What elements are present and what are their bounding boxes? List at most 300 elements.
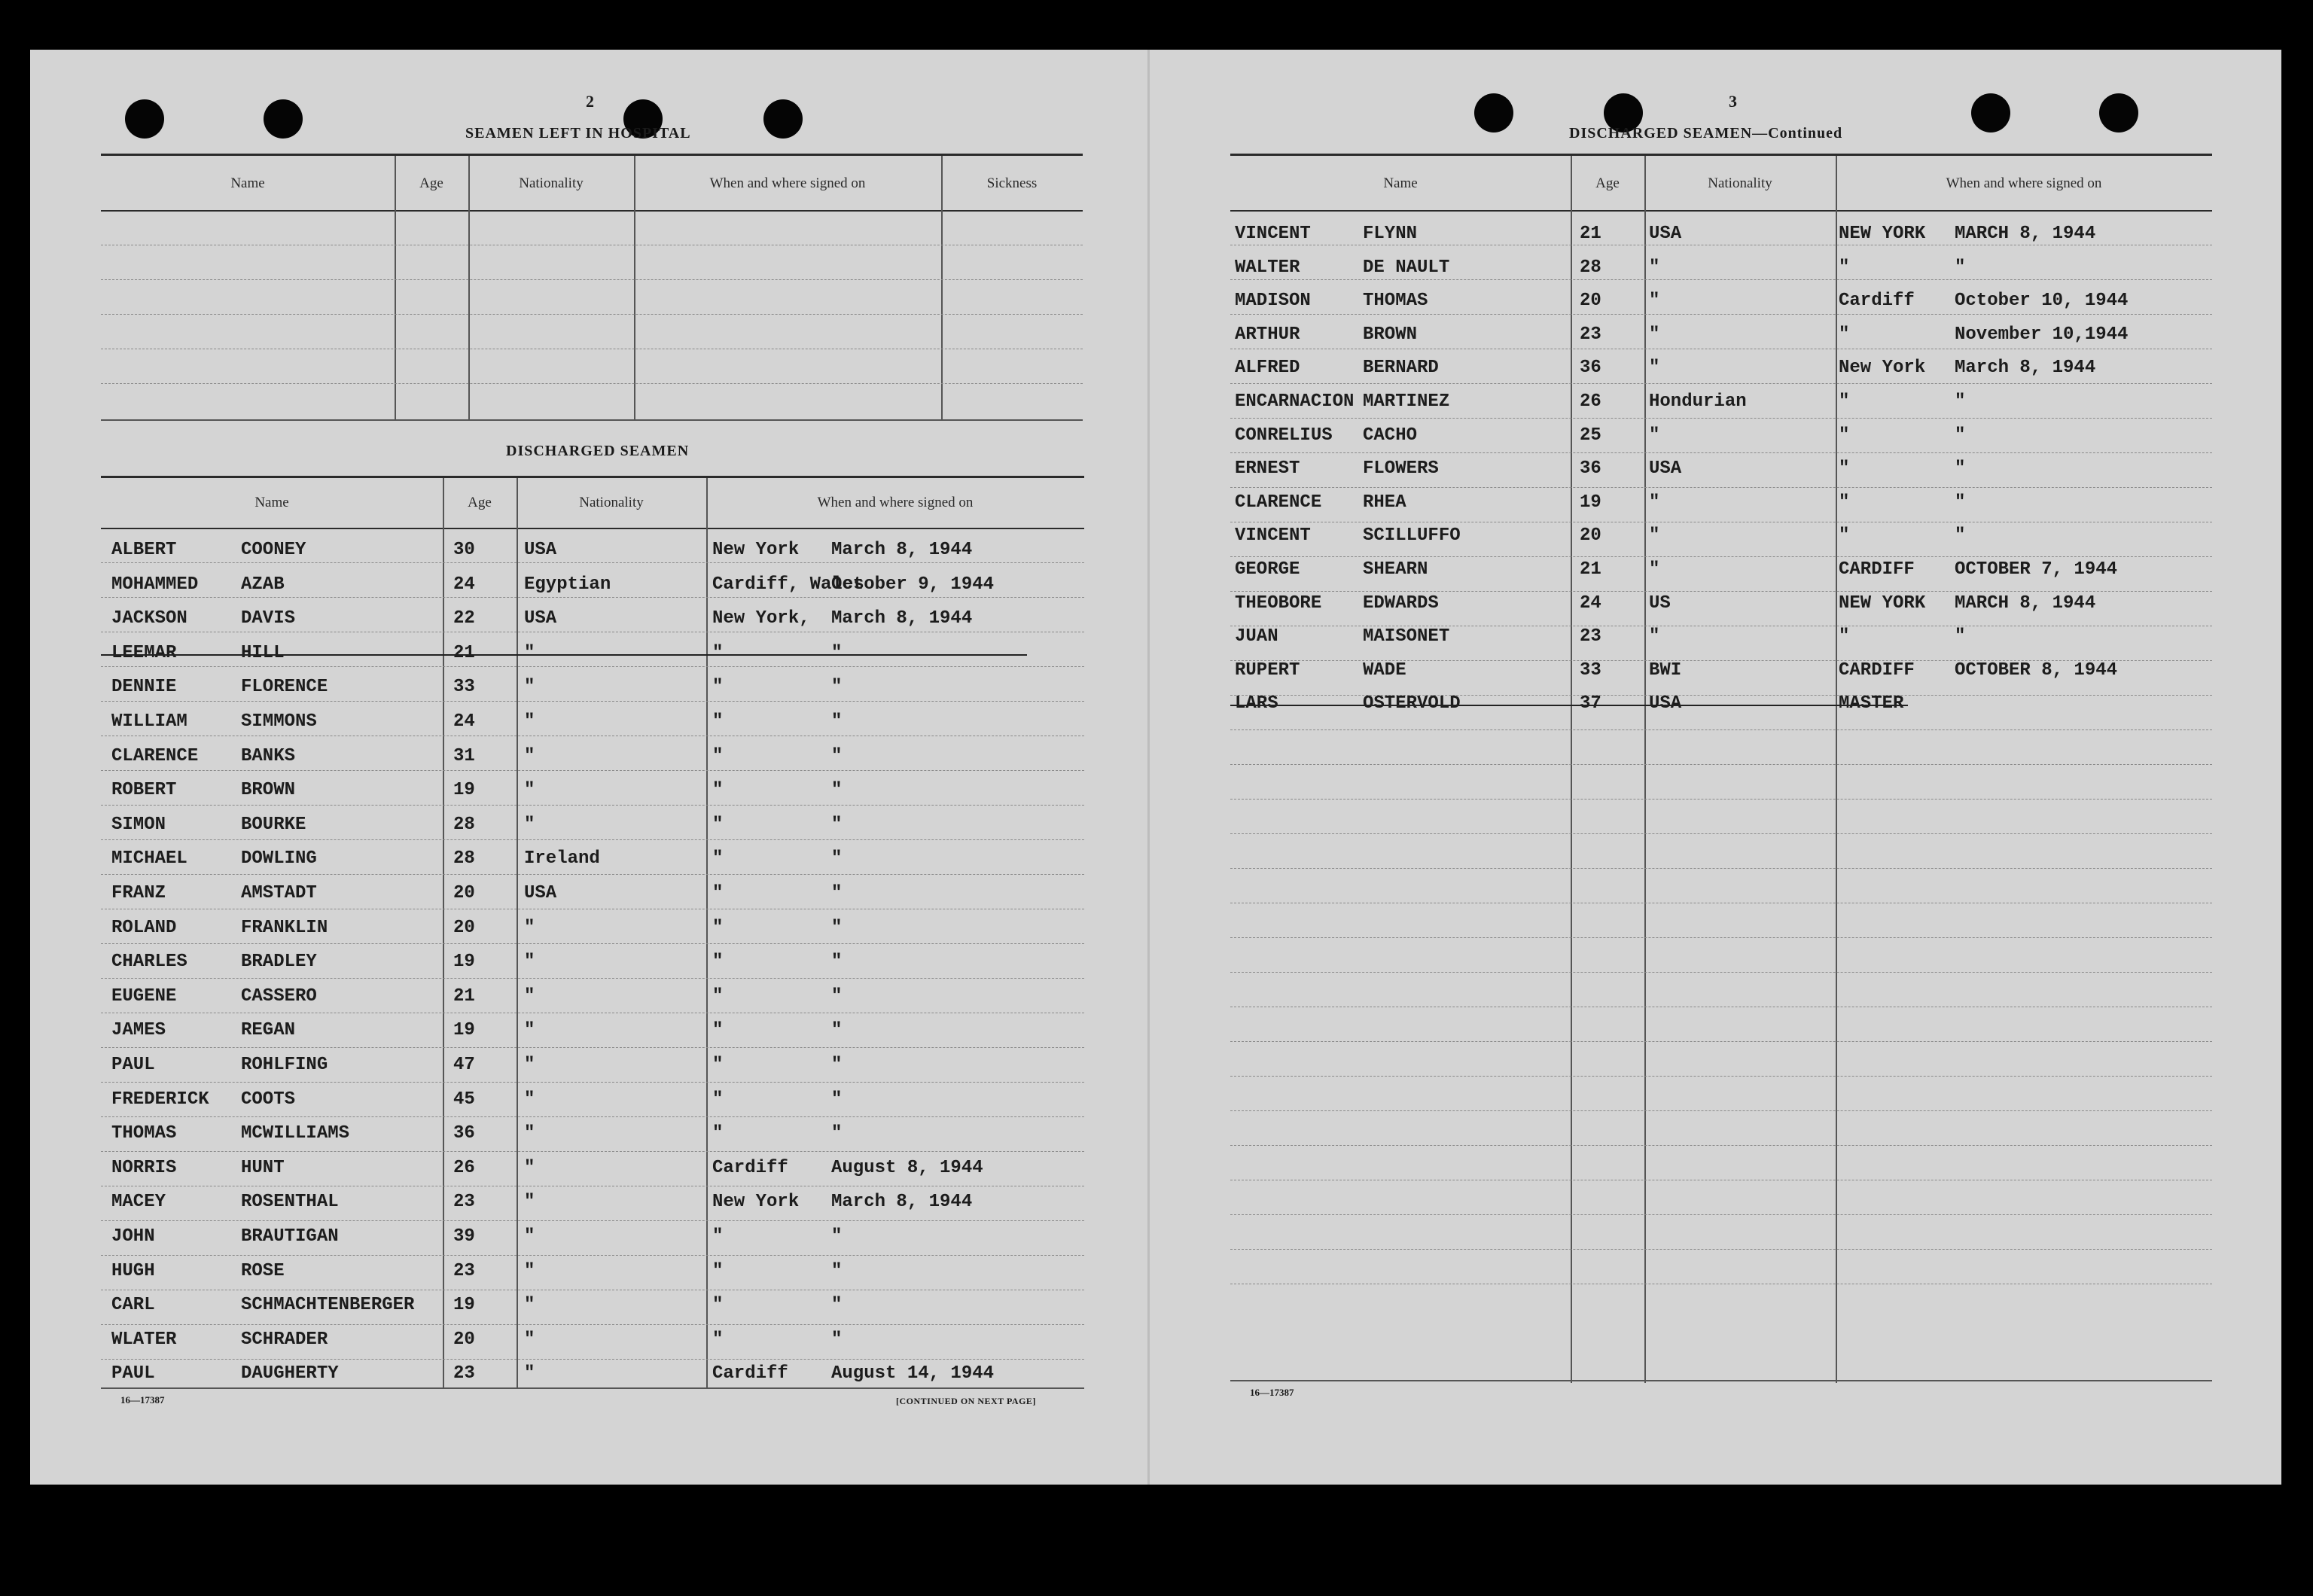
cell-signed-on-date: March 8, 1944	[1955, 358, 2096, 379]
cell-surname: BERNARD	[1363, 358, 1439, 379]
column-header: Age	[1595, 175, 1620, 191]
row-rule	[1230, 972, 2212, 973]
cell-signed-on-place: "	[712, 1123, 724, 1144]
row-rule	[1230, 1041, 2212, 1042]
cell-age: 21	[453, 642, 475, 663]
cell-surname: MARTINEZ	[1363, 391, 1450, 412]
cell-nationality: "	[524, 1123, 535, 1144]
continued-note: [CONTINUED ON NEXT PAGE]	[896, 1396, 1036, 1406]
cell-first-name: NORRIS	[111, 1157, 177, 1178]
cell-nationality: "	[524, 917, 535, 938]
cell-nationality: USA	[524, 540, 557, 560]
cell-signed-on-date: "	[1955, 257, 1966, 278]
cell-nationality: Ireland	[524, 848, 600, 870]
cell-signed-on-date: "	[1955, 425, 1966, 446]
row-rule	[101, 1116, 1084, 1117]
cell-first-name: RUPERT	[1235, 659, 1300, 681]
cell-signed-on-place: Cardiff, Wales	[712, 574, 864, 595]
cell-age: 30	[453, 540, 475, 560]
cell-first-name: ENCARNACION	[1235, 391, 1355, 412]
cell-signed-on-date: "	[831, 1329, 843, 1350]
cell-age: 37	[1580, 693, 1601, 714]
hospital-section-title: SEAMEN LEFT IN HOSPITAL	[465, 125, 691, 142]
cell-surname: BANKS	[241, 745, 296, 766]
cell-signed-on-date: "	[831, 677, 843, 698]
cell-nationality: "	[524, 814, 535, 835]
column-rule	[941, 156, 943, 421]
cell-signed-on-place: "	[1839, 626, 1850, 647]
cell-surname: SCILLUFFO	[1363, 525, 1461, 547]
punch-hole	[1474, 93, 1513, 132]
cell-signed-on-place: New York	[712, 1192, 800, 1213]
cell-surname: EDWARDS	[1363, 592, 1439, 614]
row-rule	[101, 770, 1084, 771]
row-rule	[1230, 556, 2212, 557]
page-number: 2	[586, 92, 594, 111]
cell-first-name: DENNIE	[111, 677, 177, 698]
cell-signed-on-place: "	[712, 1226, 724, 1247]
cell-signed-on-date: OCTOBER 7, 1944	[1955, 559, 2118, 580]
cell-signed-on-date: "	[831, 917, 843, 938]
cell-signed-on-place: New York	[712, 540, 800, 560]
column-header: When and where signed on	[1946, 175, 2102, 191]
column-header: Age	[468, 495, 492, 510]
cell-age: 33	[453, 677, 475, 698]
cell-first-name: SIMON	[111, 814, 166, 835]
cell-age: 20	[1580, 291, 1601, 312]
cell-age: 20	[453, 1329, 475, 1350]
cell-nationality: "	[524, 1226, 535, 1247]
cell-surname: DAUGHERTY	[241, 1363, 339, 1384]
cell-age: 23	[1580, 324, 1601, 345]
cell-signed-on-place: "	[712, 1089, 724, 1110]
cell-nationality: "	[1649, 291, 1660, 312]
cell-signed-on-date: March 8, 1944	[831, 1192, 973, 1213]
row-rule	[101, 666, 1084, 667]
cell-first-name: THEOBORE	[1235, 592, 1322, 614]
cell-signed-on-date: "	[831, 985, 843, 1007]
column-rule	[443, 478, 444, 1389]
discharged-seamen-continued-table	[1230, 154, 2212, 1383]
cell-nationality: "	[524, 1089, 535, 1110]
row-rule	[101, 1151, 1084, 1152]
cell-surname: FLYNN	[1363, 224, 1418, 244]
cell-first-name: CHARLES	[111, 952, 187, 973]
row-rule	[1230, 1145, 2212, 1146]
row-rule	[101, 383, 1083, 384]
cell-signed-on-place: "	[712, 883, 724, 903]
cell-surname: SCHMACHTENBERGER	[241, 1295, 415, 1316]
discharged-continued-title: DISCHARGED SEAMEN—Continued	[1569, 125, 1843, 142]
cell-signed-on-date: October 10, 1944	[1955, 291, 2129, 312]
cell-age: 23	[453, 1192, 475, 1213]
header-rule	[101, 528, 1084, 529]
cell-surname: MAISONET	[1363, 626, 1450, 647]
cell-first-name: CLARENCE	[1235, 492, 1322, 513]
row-rule	[1230, 1249, 2212, 1250]
cell-nationality: USA	[1649, 693, 1682, 714]
cell-nationality: "	[524, 1295, 535, 1316]
cell-signed-on-date: March 8, 1944	[831, 608, 973, 629]
cell-nationality: "	[524, 985, 535, 1007]
cell-nationality: "	[1649, 257, 1660, 278]
cell-first-name: PAUL	[111, 1055, 155, 1075]
cell-signed-on-place: "	[1839, 257, 1850, 278]
row-rule	[1230, 418, 2212, 419]
column-header: Age	[419, 175, 443, 191]
cell-signed-on-place: "	[1839, 391, 1850, 412]
cell-first-name: LARS	[1235, 693, 1278, 714]
cell-surname: ROSENTHAL	[241, 1192, 339, 1213]
row-rule	[1230, 1214, 2212, 1215]
cell-signed-on-date: "	[831, 711, 843, 732]
cell-surname: FRANKLIN	[241, 917, 328, 938]
row-rule	[101, 1255, 1084, 1256]
cell-signed-on-date: "	[831, 952, 843, 973]
cell-nationality: "	[524, 1329, 535, 1350]
column-header: Name	[254, 495, 289, 510]
cell-surname: CACHO	[1363, 425, 1418, 446]
cell-nationality: "	[1649, 324, 1660, 345]
cell-surname: FLOWERS	[1363, 458, 1439, 480]
cell-nationality: "	[524, 1363, 535, 1384]
column-rule	[1571, 156, 1572, 1383]
cell-nationality: "	[1649, 358, 1660, 379]
cell-surname: SCHRADER	[241, 1329, 328, 1350]
cell-surname: THOMAS	[1363, 291, 1428, 312]
cell-surname: REGAN	[241, 1020, 296, 1041]
cell-signed-on-place: "	[712, 814, 724, 835]
cell-signed-on-place: "	[712, 780, 724, 801]
row-rule	[101, 562, 1084, 563]
row-rule	[101, 978, 1084, 979]
cell-first-name: ROLAND	[111, 917, 177, 938]
cell-surname: RHEA	[1363, 492, 1406, 513]
column-header: Nationality	[519, 175, 584, 191]
column-rule	[468, 156, 470, 421]
cell-age: 26	[1580, 391, 1601, 412]
cell-age: 45	[453, 1089, 475, 1110]
cell-age: 19	[1580, 492, 1601, 513]
punch-hole	[1971, 93, 2010, 132]
column-rule	[634, 156, 635, 421]
cell-surname: BROWN	[1363, 324, 1418, 345]
cell-first-name: PAUL	[111, 1363, 155, 1384]
row-rule	[1230, 452, 2212, 453]
cell-first-name: VINCENT	[1235, 224, 1311, 244]
column-rule	[706, 478, 708, 1389]
cell-age: 25	[1580, 425, 1601, 446]
cell-surname: CASSERO	[241, 985, 317, 1007]
cell-age: 28	[1580, 257, 1601, 278]
cell-age: 20	[1580, 525, 1601, 547]
cell-signed-on-place: "	[712, 1260, 724, 1281]
cell-age: 19	[453, 780, 475, 801]
cell-signed-on-place: CARDIFF	[1839, 659, 1915, 681]
cell-signed-on-date: August 14, 1944	[831, 1363, 995, 1384]
cell-signed-on-date: "	[1955, 391, 1966, 412]
cell-age: 19	[453, 1020, 475, 1041]
cell-age: 33	[1580, 659, 1601, 681]
cell-surname: COONEY	[241, 540, 306, 560]
cell-signed-on-date: "	[831, 1055, 843, 1075]
cell-signed-on-date: "	[1955, 626, 1966, 647]
cell-nationality: Egyptian	[524, 574, 611, 595]
cell-first-name: WLATER	[111, 1329, 177, 1350]
cell-surname: OSTERVOLD	[1363, 693, 1461, 714]
cell-age: 24	[1580, 592, 1601, 614]
row-rule	[101, 1220, 1084, 1221]
cell-first-name: JUAN	[1235, 626, 1278, 647]
cell-age: 36	[453, 1123, 475, 1144]
row-rule	[101, 943, 1084, 944]
row-rule	[1230, 833, 2212, 834]
row-rule	[1230, 868, 2212, 869]
cell-signed-on-place: "	[712, 1295, 724, 1316]
cell-signed-on-place: "	[1839, 458, 1850, 480]
cell-surname: AZAB	[241, 574, 285, 595]
cell-first-name: WALTER	[1235, 257, 1300, 278]
row-rule	[101, 1359, 1084, 1360]
cell-first-name: WILLIAM	[111, 711, 187, 732]
cell-signed-on-date: "	[831, 1226, 843, 1247]
cell-signed-on-place: MASTER	[1839, 693, 1904, 714]
punch-hole	[264, 99, 303, 139]
cell-surname: SHEARN	[1363, 559, 1428, 580]
bottom-rule	[101, 1387, 1084, 1389]
row-rule	[101, 874, 1084, 875]
row-rule	[101, 597, 1084, 598]
cell-nationality: "	[524, 952, 535, 973]
page-fold	[1147, 50, 1150, 1485]
cell-age: 19	[453, 952, 475, 973]
cell-nationality: "	[524, 1192, 535, 1213]
cell-first-name: MADISON	[1235, 291, 1311, 312]
cell-age: 36	[1580, 458, 1601, 480]
row-rule	[1230, 279, 2212, 280]
row-rule	[101, 701, 1084, 702]
discharged-seamen-table	[101, 476, 1084, 1389]
cell-nationality: "	[524, 642, 535, 663]
cell-surname: ROSE	[241, 1260, 285, 1281]
cell-surname: DAVIS	[241, 608, 296, 629]
form-number: 16—17387	[1250, 1387, 1294, 1398]
cell-first-name: JAMES	[111, 1020, 166, 1041]
cell-surname: BOURKE	[241, 814, 306, 835]
header-rule	[1230, 210, 2212, 212]
cell-signed-on-place: "	[1839, 324, 1850, 345]
cell-age: 28	[453, 814, 475, 835]
cell-signed-on-place: CARDIFF	[1839, 559, 1915, 580]
cell-signed-on-date: October 9, 1944	[831, 574, 995, 595]
cell-signed-on-place: NEW YORK	[1839, 592, 1926, 614]
cell-nationality: "	[524, 711, 535, 732]
cell-nationality: USA	[1649, 224, 1682, 244]
row-rule	[101, 279, 1083, 280]
cell-first-name: CARL	[111, 1295, 155, 1316]
column-header: When and where signed on	[709, 175, 866, 191]
cell-surname: MCWILLIAMS	[241, 1123, 350, 1144]
cell-age: 23	[453, 1260, 475, 1281]
cell-signed-on-date: "	[831, 883, 843, 903]
cell-surname: AMSTADT	[241, 883, 317, 903]
cell-nationality: "	[1649, 626, 1660, 647]
cell-signed-on-date: "	[1955, 492, 1966, 513]
cell-signed-on-date: "	[1955, 525, 1966, 547]
cell-surname: BRADLEY	[241, 952, 317, 973]
cell-signed-on-place: "	[1839, 525, 1850, 547]
cell-surname: DOWLING	[241, 848, 317, 870]
cell-nationality: USA	[524, 883, 557, 903]
cell-signed-on-date: "	[831, 1020, 843, 1041]
cell-nationality: Hondurian	[1649, 391, 1747, 412]
cell-age: 21	[1580, 224, 1601, 244]
form-number: 16—17387	[120, 1394, 165, 1406]
cell-first-name: ROBERT	[111, 780, 177, 801]
column-header: When and where signed on	[817, 495, 974, 510]
cell-signed-on-place: "	[712, 917, 724, 938]
cell-first-name: CONRELIUS	[1235, 425, 1333, 446]
cell-nationality: "	[524, 1157, 535, 1178]
cell-first-name: ARTHUR	[1235, 324, 1300, 345]
cell-first-name: MACEY	[111, 1192, 166, 1213]
cell-signed-on-date: March 8, 1944	[831, 540, 973, 560]
cell-surname: WADE	[1363, 659, 1406, 681]
cell-first-name: VINCENT	[1235, 525, 1311, 547]
cell-signed-on-place: Cardiff	[712, 1157, 788, 1178]
cell-first-name: ALFRED	[1235, 358, 1300, 379]
cell-nationality: "	[1649, 492, 1660, 513]
cell-nationality: USA	[1649, 458, 1682, 480]
cell-nationality: "	[524, 677, 535, 698]
cell-first-name: ERNEST	[1235, 458, 1300, 480]
cell-nationality: "	[524, 1055, 535, 1075]
cell-first-name: FRANZ	[111, 883, 166, 903]
row-rule	[1230, 314, 2212, 315]
hospital-table	[101, 154, 1083, 421]
cell-age: 21	[453, 985, 475, 1007]
row-rule	[101, 805, 1084, 806]
cell-nationality: "	[524, 1260, 535, 1281]
cell-signed-on-place: New York	[1839, 358, 1926, 379]
page-number: 3	[1729, 92, 1737, 111]
punch-hole	[125, 99, 164, 139]
row-rule	[1230, 1076, 2212, 1077]
header-rule	[101, 210, 1083, 212]
cell-first-name: MOHAMMED	[111, 574, 199, 595]
cell-surname: DE NAULT	[1363, 257, 1450, 278]
cell-first-name: CLARENCE	[111, 745, 199, 766]
cell-surname: HILL	[241, 642, 285, 663]
cell-signed-on-place: New York,	[712, 608, 810, 629]
cell-signed-on-place: "	[712, 711, 724, 732]
cell-surname: BROWN	[241, 780, 296, 801]
row-rule	[101, 314, 1083, 315]
cell-surname: BRAUTIGAN	[241, 1226, 339, 1247]
cell-first-name: FREDERICK	[111, 1089, 209, 1110]
column-header: Name	[1383, 175, 1418, 191]
bottom-rule	[1230, 1380, 2212, 1381]
cell-first-name: HUGH	[111, 1260, 155, 1281]
row-rule	[1230, 591, 2212, 592]
row-rule	[1230, 383, 2212, 384]
bottom-rule	[101, 419, 1083, 421]
cell-first-name: JACKSON	[111, 608, 187, 629]
row-rule	[1230, 487, 2212, 488]
cell-signed-on-place: "	[712, 985, 724, 1007]
cell-signed-on-place: Cardiff	[712, 1363, 788, 1384]
column-header: Name	[230, 175, 265, 191]
punch-hole	[763, 99, 803, 139]
strikethrough	[101, 654, 1027, 656]
cell-signed-on-place: "	[712, 677, 724, 698]
row-rule	[101, 1082, 1084, 1083]
cell-first-name: GEORGE	[1235, 559, 1300, 580]
cell-first-name: ALBERT	[111, 540, 177, 560]
column-header: Nationality	[1708, 175, 1772, 191]
cell-signed-on-place: "	[712, 642, 724, 663]
row-rule	[101, 1047, 1084, 1048]
cell-signed-on-date: MARCH 8, 1944	[1955, 224, 2096, 244]
row-rule	[1230, 799, 2212, 800]
cell-age: 39	[453, 1226, 475, 1247]
cell-first-name: JOHN	[111, 1226, 155, 1247]
cell-age: 22	[453, 608, 475, 629]
cell-signed-on-place: "	[712, 1055, 724, 1075]
discharged-section-title: DISCHARGED SEAMEN	[506, 443, 690, 459]
cell-age: 21	[1580, 559, 1601, 580]
cell-signed-on-date: August 8, 1944	[831, 1157, 983, 1178]
column-rule	[1644, 156, 1646, 1383]
cell-age: 47	[453, 1055, 475, 1075]
cell-age: 23	[1580, 626, 1601, 647]
cell-surname: SIMMONS	[241, 711, 317, 732]
cell-signed-on-date: "	[831, 1260, 843, 1281]
cell-nationality: "	[524, 745, 535, 766]
cell-first-name: MICHAEL	[111, 848, 187, 870]
cell-signed-on-date: "	[831, 848, 843, 870]
cell-signed-on-date: "	[831, 1123, 843, 1144]
cell-age: 24	[453, 711, 475, 732]
cell-nationality: "	[524, 1020, 535, 1041]
punch-hole	[2099, 93, 2138, 132]
cell-signed-on-date: "	[831, 642, 843, 663]
cell-nationality: US	[1649, 592, 1671, 614]
cell-signed-on-place: "	[712, 745, 724, 766]
cell-signed-on-date: "	[831, 745, 843, 766]
cell-signed-on-date: "	[831, 780, 843, 801]
cell-signed-on-date: "	[831, 1295, 843, 1316]
cell-nationality: USA	[524, 608, 557, 629]
row-rule	[1230, 764, 2212, 765]
cell-signed-on-place: Cardiff	[1839, 291, 1915, 312]
cell-nationality: "	[1649, 425, 1660, 446]
column-header: Nationality	[579, 495, 644, 510]
cell-signed-on-place: "	[712, 1020, 724, 1041]
cell-surname: COOTS	[241, 1089, 296, 1110]
cell-signed-on-place: "	[1839, 425, 1850, 446]
cell-nationality: "	[524, 780, 535, 801]
cell-signed-on-date: "	[1955, 458, 1966, 480]
cell-age: 23	[453, 1363, 475, 1384]
cell-nationality: BWI	[1649, 659, 1682, 681]
cell-surname: HUNT	[241, 1157, 285, 1178]
cell-surname: FLORENCE	[241, 677, 328, 698]
column-rule	[1836, 156, 1837, 1383]
cell-signed-on-date: November 10,1944	[1955, 324, 2129, 345]
row-rule	[1230, 937, 2212, 938]
cell-signed-on-place: "	[1839, 492, 1850, 513]
